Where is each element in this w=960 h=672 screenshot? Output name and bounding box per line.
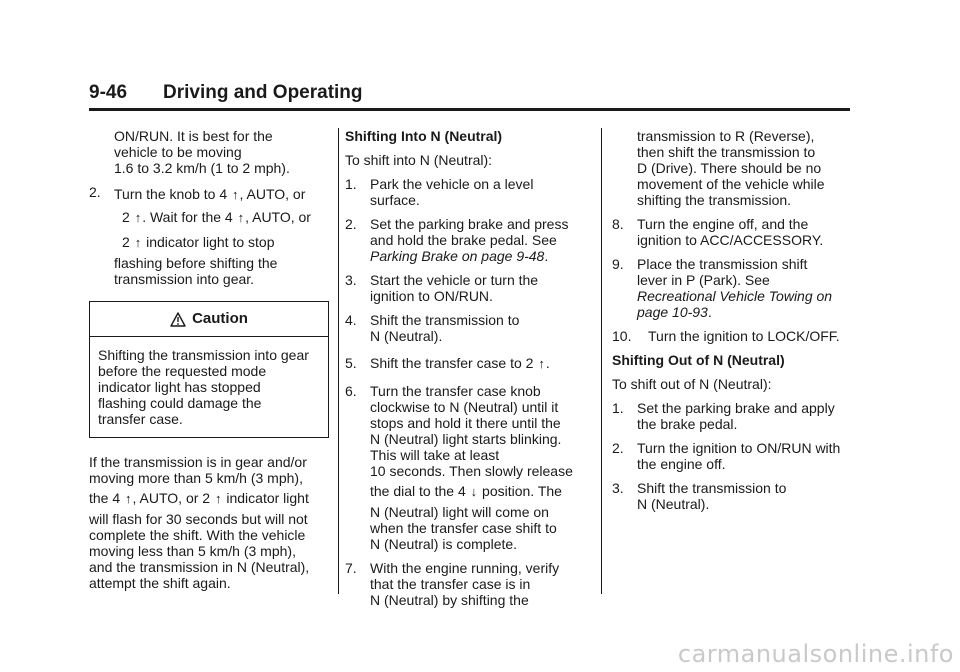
step-5: 5. Shift the transfer case to 2 ↑.: [345, 352, 590, 375]
continued-step-text: ON/RUN. It is best for the vehicle to be moving 1.6 to 3.2 km/h (1 to 2 mph).: [114, 128, 290, 176]
page-header: [89, 82, 850, 111]
step-1: 1. Set the parking brake and apply the brake pedal.: [612, 400, 835, 432]
cross-reference-link[interactable]: page 10-93: [637, 304, 708, 320]
cross-reference-link[interactable]: Recreational Vehicle Towing on: [637, 288, 833, 304]
section-heading: Shifting Out of N (Neutral): [612, 352, 785, 368]
cross-reference-link[interactable]: Parking Brake on page 9-48: [370, 248, 545, 264]
intro-text: To shift into N (Neutral):: [345, 152, 493, 168]
step-1: 1. Park the vehicle on a level surface.: [345, 176, 534, 208]
high-range-icon: ↑: [134, 235, 142, 250]
step-4: 4. Shift the transmission to N (Neutral).: [345, 312, 520, 344]
step-10: 10. Turn the ignition to LOCK/OFF.: [612, 328, 840, 344]
page-number: 9-46: [89, 82, 128, 103]
column-3: [612, 128, 858, 520]
high-range-icon: ↑: [134, 210, 142, 225]
step-8: 8. Turn the engine off, and the ignition to ACC/ACCESSORY.: [612, 216, 824, 248]
column-divider-right: [601, 128, 602, 594]
caution-box: [89, 301, 329, 438]
column-divider-left: [338, 128, 339, 594]
high-range-icon: ↑: [237, 210, 245, 225]
section-title: Driving and Operating: [163, 82, 363, 103]
high-range-icon: ↑: [125, 491, 132, 506]
step-2: 2. Set the parking brake and press and hold the brake pedal. See Parking Brake on page 9-48.: [345, 216, 569, 264]
step-2: 2. Turn the ignition to ON/RUN with the engine off.: [612, 440, 841, 472]
step-2: 2. Turn the knob to 4 ↑, AUTO, or 2 ↑. Wait for the 4 ↑, AUTO, or 2 ↑ indicator light to stop flashing before shifting the transmission into gear.: [89, 184, 311, 287]
high-range-icon: ↑: [214, 491, 222, 506]
step-6: 6. Turn the transfer case knob clockwise to N (Neutral) until it stops and hold it there until the N (Neutral) light starts blinking. This will take at least 10 seconds. Then slowly release the dial to the 4 ↓ position. The N (Neutral) light will come on when the transfer case shift to N (Neutral) is complete.: [345, 383, 573, 552]
step-3: 3. Shift the transmission to N (Neutral).: [612, 480, 787, 512]
warning-triangle-icon: [170, 312, 186, 327]
low-range-icon: ↓: [470, 484, 478, 499]
high-range-icon: ↑: [232, 187, 239, 202]
section-heading: Shifting Into N (Neutral): [345, 128, 503, 144]
step-7: 7. With the engine running, verify that the transfer case is in N (Neutral) by shifting the: [345, 560, 560, 608]
step-9: 9. Place the transmission shift lever in P (Park). See Recreational Vehicle Towing on page 10-93.: [612, 256, 858, 320]
caution-body: Shifting the transmission into gear before the requested mode indicator light has stopped flashing could damage the transfer case.: [98, 347, 309, 427]
high-range-icon: ↑: [538, 356, 545, 371]
caution-header: [90, 302, 328, 337]
step-3: 3. Start the vehicle or turn the ignition to ON/RUN.: [345, 272, 539, 304]
column-2: [345, 128, 590, 616]
continued-step-text: transmission to R (Reverse), then shift the transmission to D (Drive). There should be no movement of the vehicle while shifting the transmission.: [637, 128, 825, 208]
column-1: [89, 128, 333, 591]
watermark: carmanualsonline.info: [677, 640, 954, 668]
intro-text: To shift out of N (Neutral):: [612, 376, 772, 392]
flash-warning-paragraph: If the transmission is in gear and/or moving more than 5 km/h (3 mph), the 4 ↑, AUTO, or 2 ↑ indicator light will flash for 30 seconds but will not complete the shift. With the vehicle moving less than 5 km/h (3 mph), and the transmission in N (Neutral), attempt the shift again.: [89, 454, 310, 591]
caution-title: Caution: [192, 310, 248, 327]
